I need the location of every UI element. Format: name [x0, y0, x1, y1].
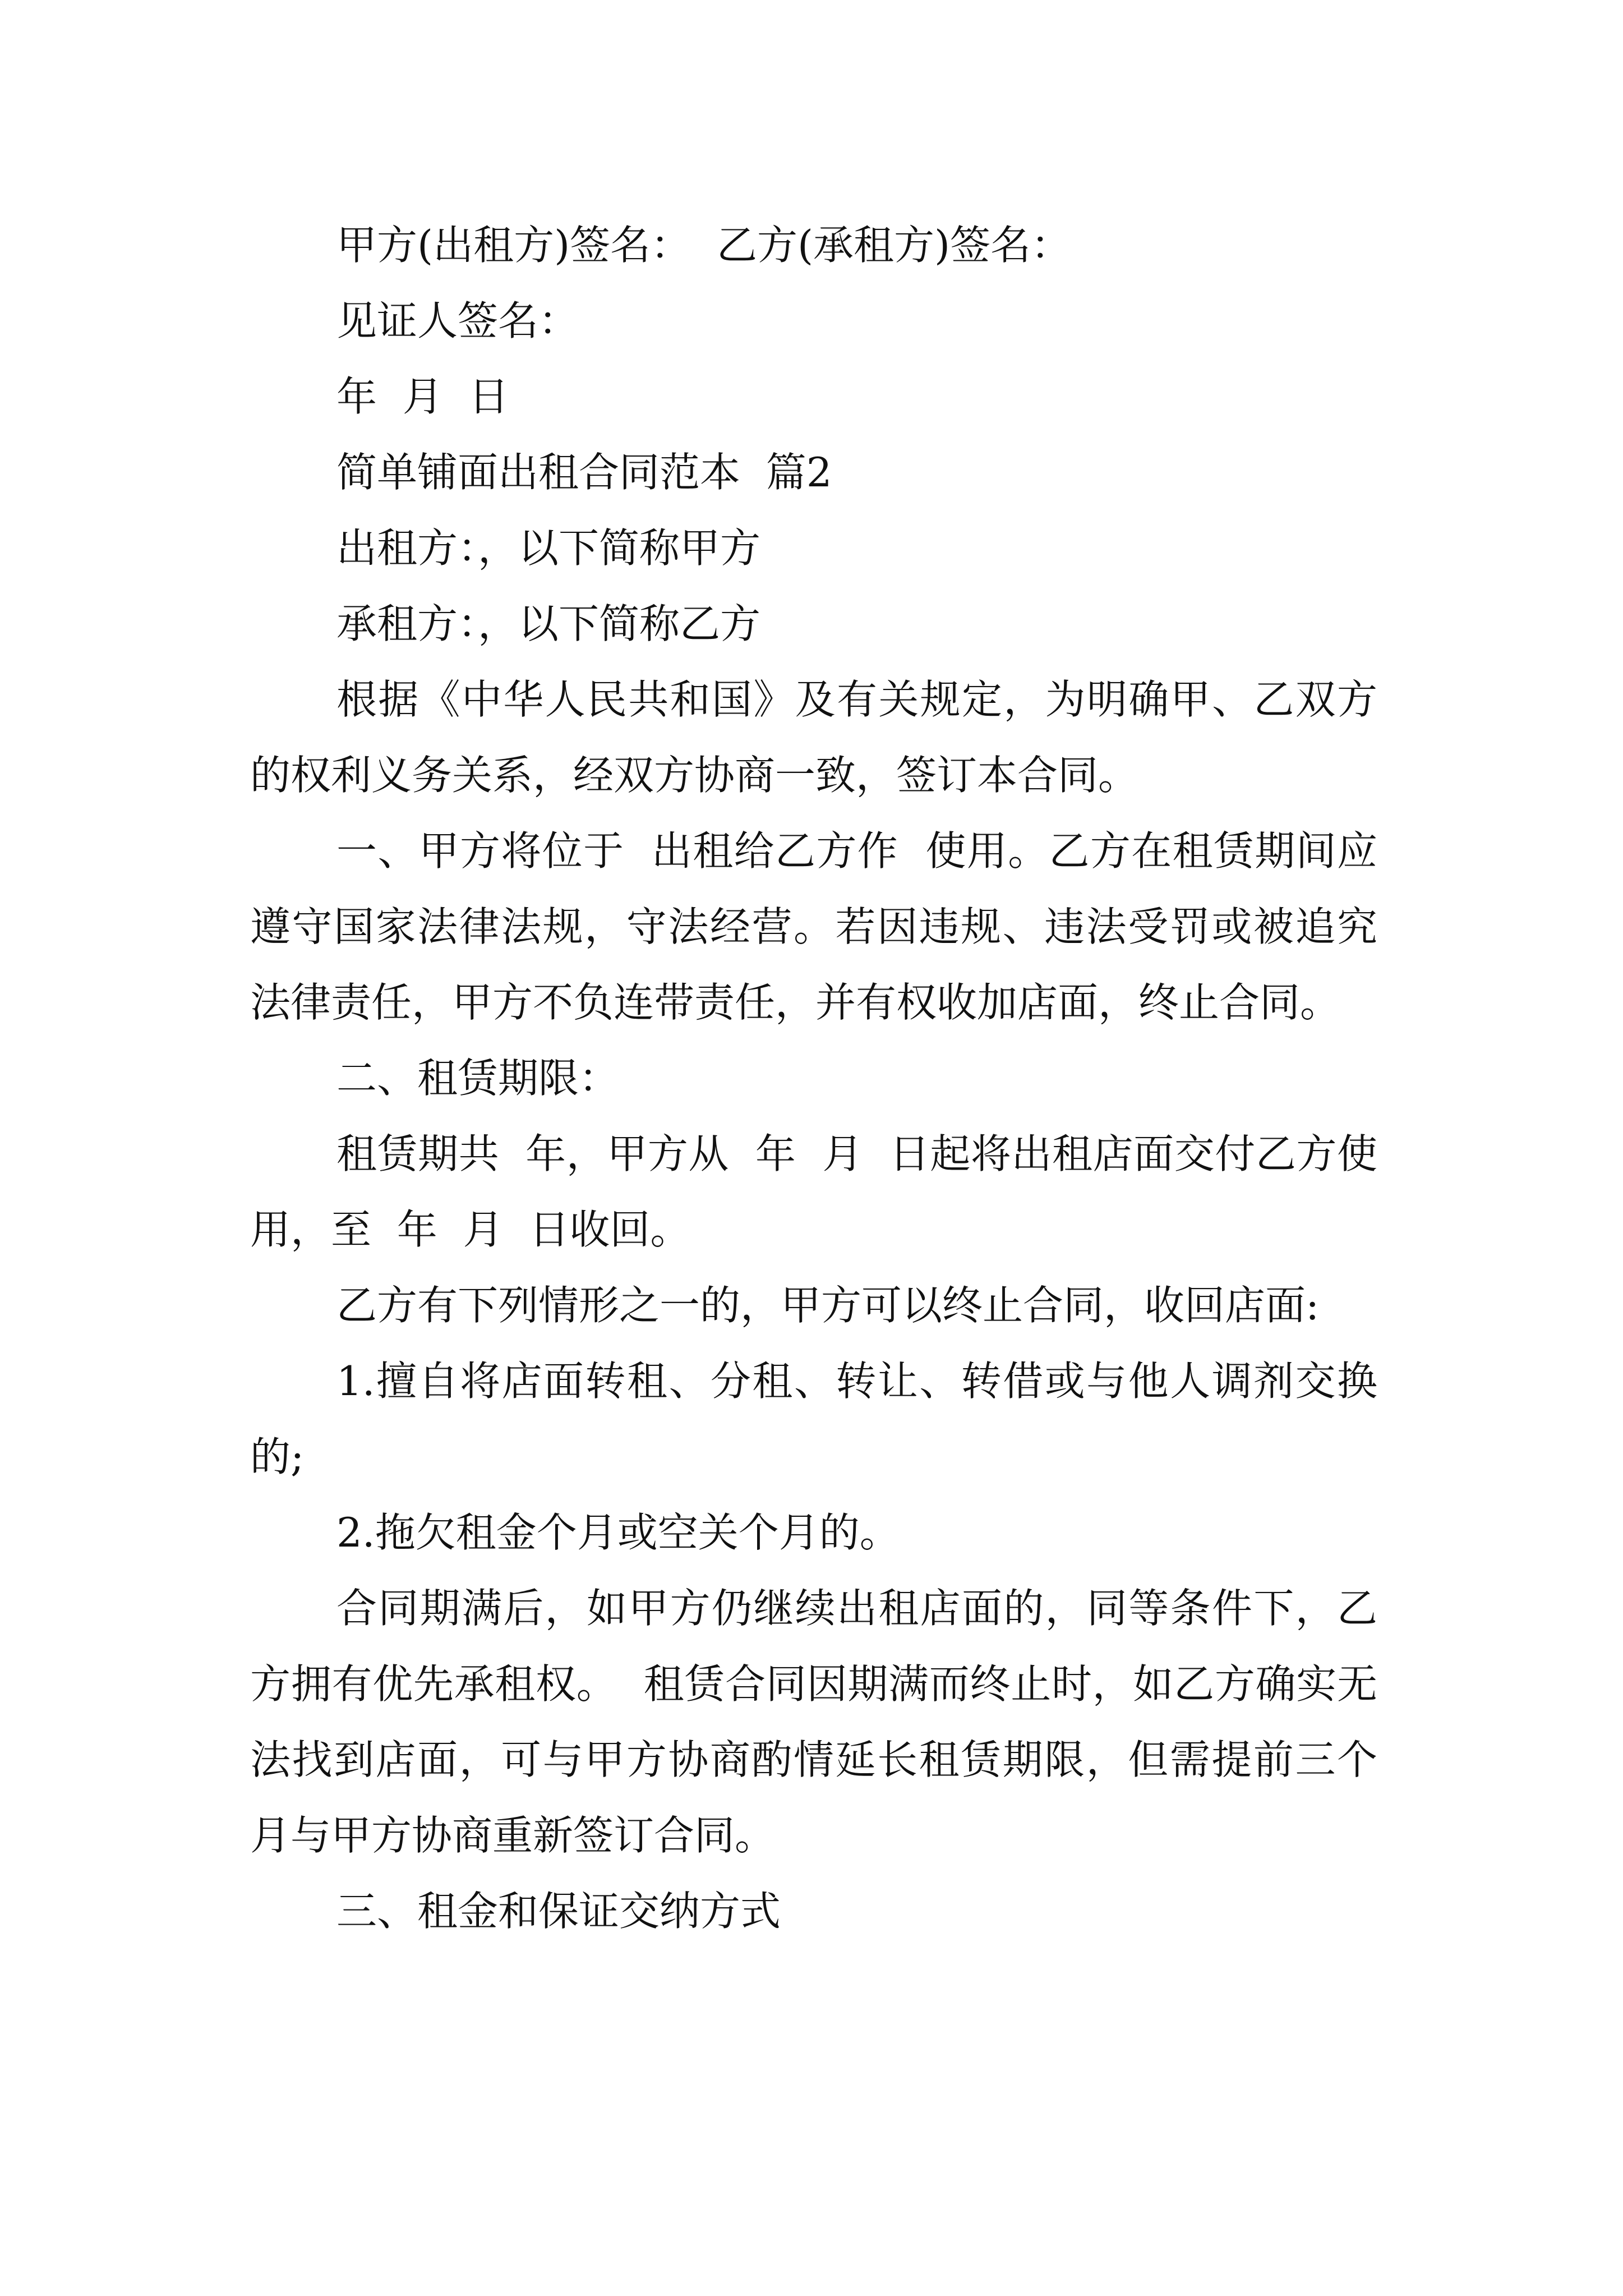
signature-line-parties: 甲方(出租方)签名： 乙方(承租方)签名： [336, 222, 1072, 269]
termination-conditions-paragraph: 乙方有下列情形之一的，甲方可以终止合同，收回店面: [336, 1282, 1320, 1329]
lease-term-paragraph: 租赁期共 年，甲方从 年 月 日起将出租店面交付乙方使用，至 年 月 日收回。 [250, 1130, 1377, 1253]
lessor-line: 出租方：，以下简称甲方 [336, 524, 761, 572]
clause-1-paragraph: 一、甲方将位于 出租给乙方作 使用。乙方在租赁期间应遵守国家法律法规，守法经营。若因违规、违法受罚或被追究法律责任，甲方不负连带责任，并有权收加店面，终止合同。 [250, 827, 1377, 1026]
document-body [250, 208, 1377, 1949]
clause-2-heading: 二、租赁期限： [336, 1055, 620, 1102]
clause-3-heading: 三、租金和保证交纳方式 [336, 1888, 781, 1935]
preamble-paragraph: 根据《中华人民共和国》及有关规定，为明确甲、乙双方的权利义务关系，经双方协商一致，签订本合同。 [250, 676, 1377, 799]
date-line: 年 月 日 [336, 373, 509, 420]
lessee-line: 承租方：，以下简称乙方 [336, 600, 761, 647]
termination-item-2: 2.拖欠租金个月或空关个月的。 [336, 1509, 900, 1556]
section-title: 简单铺面出租合同范本 篇2 [336, 449, 832, 496]
signature-line-witness: 见证人签名： [336, 297, 579, 344]
termination-item-1: 1.擅自将店面转租、分租、转让、转借或与他人调剂交换的; [250, 1358, 1377, 1480]
renewal-paragraph: 合同期满后，如甲方仍继续出租店面的，同等条件下，乙方拥有优先承租权。 租赁合同因期满而终止时，如乙方确实无法找到店面，可与甲方协商酌情延长租赁期限，但需提前三个月与甲方协商重新签订合同。 [250, 1585, 1377, 1859]
